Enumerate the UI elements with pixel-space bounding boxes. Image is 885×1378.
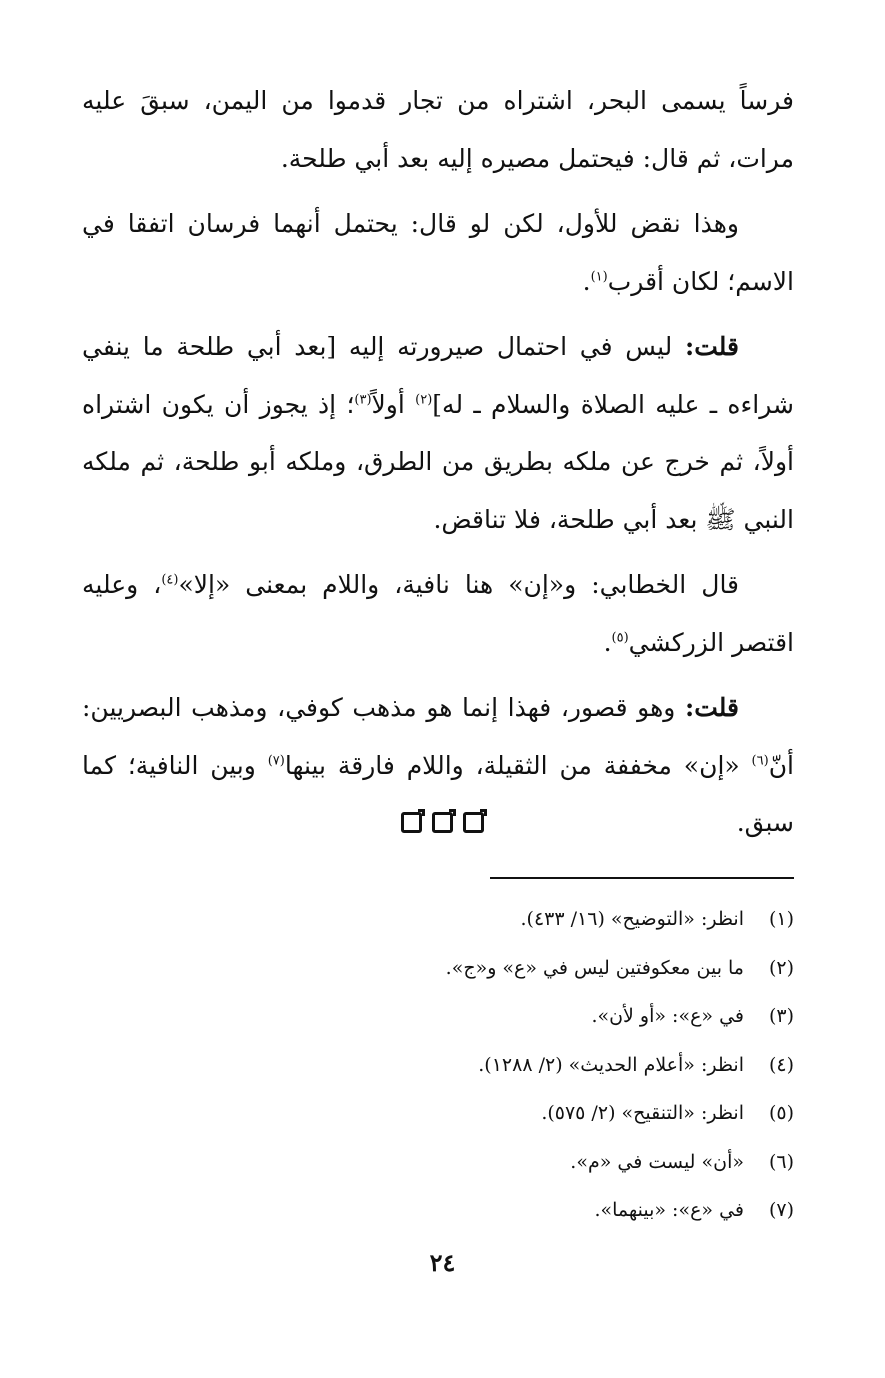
footnote-number: (٦): [768, 1150, 794, 1173]
paragraph-3: [82, 318, 794, 548]
paragraph-4-text-b: ، وعليه اقتصر الزركشي: [82, 570, 794, 657]
section-divider: [0, 812, 885, 833]
footnote-5: [154, 1089, 794, 1138]
divider-square-icon: [463, 812, 484, 833]
paragraph-1: [82, 72, 794, 187]
paragraph-5-text-b: «إن» مخففة من الثقيلة، واللام فارقة بينها: [284, 750, 752, 780]
footnote-ref-5[interactable]: (٥): [611, 630, 629, 646]
footnote-2: [154, 944, 794, 993]
footnote-number: (١): [768, 908, 794, 930]
paragraph-4: [82, 556, 794, 671]
footnote-4: [154, 1041, 794, 1090]
divider-square-icon: [432, 812, 453, 833]
footnote-1: [154, 895, 794, 944]
paragraph-3-text-a: ليس في احتمال صيرورته إليه [بعد أبي طلحة ما ينفي شراءه ـ عليه الصلاة والسلام ـ له]: [82, 332, 794, 419]
footnote-number: (٧): [768, 1199, 794, 1221]
paragraph-1-text: فرساً يسمى البحر، اشتراه من تجار قدموا من اليمن، سبقَ عليه مرات، ثم قال: فيحتمل مصيره إليه بعد أبي طلحة.: [82, 86, 794, 173]
paragraph-2-end: .: [582, 266, 591, 296]
paragraph-2-text: وهذا نقض للأول، لكن لو قال: يحتمل أنهما فرسان اتفقا في الاسم؛ لكان أقرب: [82, 209, 794, 296]
footnote-text: «أن» ليست في «م».: [570, 1150, 744, 1173]
footnote-ref-1[interactable]: (١): [590, 269, 608, 285]
footnote-text: ما بين معكوفتين ليس في «ع» و«ج».: [445, 956, 744, 979]
page-number: ٢٤: [429, 1248, 456, 1277]
footnote-6: [154, 1138, 794, 1187]
footnote-text: انظر: «التوضيح» (١٦/ ٤٣٣).: [520, 908, 744, 930]
footnote-ref-2[interactable]: (٢): [415, 392, 433, 408]
paragraph-3-lead: قلت:: [684, 332, 739, 361]
footnote-number: (٢): [768, 956, 794, 979]
footnote-text: انظر: «التنقيح» (٢/ ٥٧٥).: [541, 1102, 744, 1124]
footnote-number: (٥): [768, 1102, 794, 1124]
paragraph-4-text-a: قال الخطابي: و«إن» هنا نافية، واللام بمعنى «إلا»: [178, 570, 740, 599]
footnote-text: في «ع»: «بينهما».: [594, 1199, 744, 1221]
paragraph-3-text-c: ؛ إذ يجوز أن يكون اشتراه أولاً، ثم خرج عن ملكه بطريق من الطرق، وملكه أبو طلحة، ثم ملكه النبي ﷺ بعد أبي طلحة، فلا تناقض.: [82, 389, 794, 534]
paragraph-4-end: .: [603, 627, 612, 657]
footnote-number: (٣): [768, 1005, 794, 1027]
footnote-ref-6[interactable]: (٦): [751, 753, 769, 769]
footnote-separator: [490, 877, 794, 879]
paragraph-2: [82, 195, 794, 310]
paragraph-5-lead: قلت:: [684, 693, 739, 722]
main-text: [82, 72, 794, 860]
paragraph-5-text-a: وهو قصور، فهذا إنما هو مذهب كوفي، ومذهب البصريين: أنّ: [82, 693, 794, 780]
footnotes-list: [154, 895, 794, 1235]
footnote-text: انظر: «أعلام الحديث» (٢/ ١٢٨٨).: [478, 1053, 744, 1076]
footnote-ref-3[interactable]: (٣): [354, 392, 372, 408]
footnote-ref-4[interactable]: (٤): [161, 572, 179, 588]
paragraph-5-text-c: وبين النافية؛ كما سبق.: [82, 750, 794, 837]
footnote-number: (٤): [768, 1053, 794, 1076]
divider-square-icon: [401, 812, 422, 833]
footnote-3: [154, 992, 794, 1041]
footnote-ref-7[interactable]: (٧): [267, 753, 285, 769]
footnote-text: في «ع»: «أو لأن».: [591, 1005, 744, 1027]
footnote-7: [154, 1186, 794, 1235]
paragraph-3-text-b: أولاً: [371, 389, 416, 419]
